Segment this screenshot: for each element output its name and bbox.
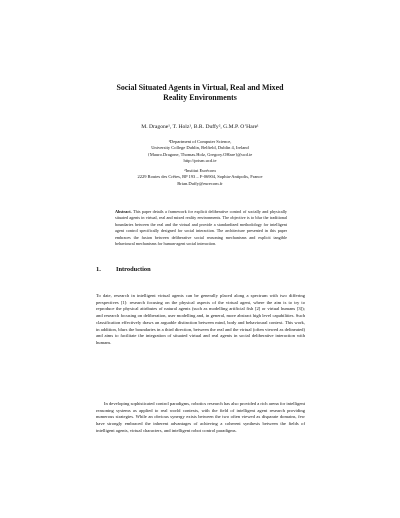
affiliation-line: University College Dublin, Belfield, Dublin 4, Ireland [151,145,249,151]
body-paragraph: To date, research in intelligent virtual agents can be generally placed along a spectrum with two differing perspectives [1]: research focusing on the physical aspects of the virtual agent, where the aim is to try to reproduce the physical attributes of natural agents (such as modelling artificial fish [2] or virtual humans [3]); and research focusing on deliberation, user modelling and, in general, more abstract high level capabilities. Such classification effectively draws an arguable distinction between mind, body and behavioural context. This work, in addition, blurs the boundaries in a third direction, between the real and the virtual (often viewed as delineated) and aims to facilitate the integration of situated virtual and real agents in social deliberative interaction with humans. [96,293,305,345]
abstract-label: Abstract. [115,209,132,214]
title-line: Social Situated Agents in Virtual, Real and Mixed [116,83,284,92]
abstract [115,209,287,247]
paper-title [60,83,340,103]
affiliation-eurecom [60,168,340,187]
affiliation-line: ²Institut Eurécom [184,168,216,173]
title-line: Reality Environments [163,93,237,102]
affiliation-line: ¹Department of Computer Science, [168,139,232,144]
section-number: 1. [96,266,101,273]
affiliation-line: {Mauro.Dragone, Thomas.Holz, Gregory.OHare}@ucd.ie [147,151,253,157]
affiliation-ucd [60,139,340,164]
section-title: Introduction [116,266,151,273]
section-heading [96,266,151,273]
abstract-text: This paper details a framework for explicit deliberative control of socially and physically situated agents in virtual, real and mixed reality environments. The objective is to blur the traditional boundaries between the real and the virtual and provide a standardized methodology for intelligent agent control specifically designed for social interaction. The architecture presented in this paper embraces the fusion between deliberative social reasoning mechanisms and explicit tangible behavioural mechanisms for human-agent social interaction. [115,209,287,247]
affiliation-line: Brian.Duffy@eurecom.fr [177,180,223,186]
author-list: M. Dragone¹, T. Holz¹, B.R. Duffy², G.M.P. O’Hare¹ [141,124,259,130]
body-paragraph: In developing sophisticated control paradigms, robotics research has also provided a rich arena for intelligent reasoning systems as applied to real world contexts, with the field of intelligent agent research providing numerous strategies. While an obvious synergy exists between the two often viewed as disparate domains, few have strongly embraced the inherent advantages of achieving a coherent synthesis between the fields of intelligent agents, virtual characters, and intelligent robot control paradigms. [96,401,305,433]
affiliation-line: http://prism.ucd.ie [183,157,217,163]
affiliation-line: 2229 Routes des Crêtes, BP 193 – F-06904, Sophia-Antipolis, France [137,174,263,180]
